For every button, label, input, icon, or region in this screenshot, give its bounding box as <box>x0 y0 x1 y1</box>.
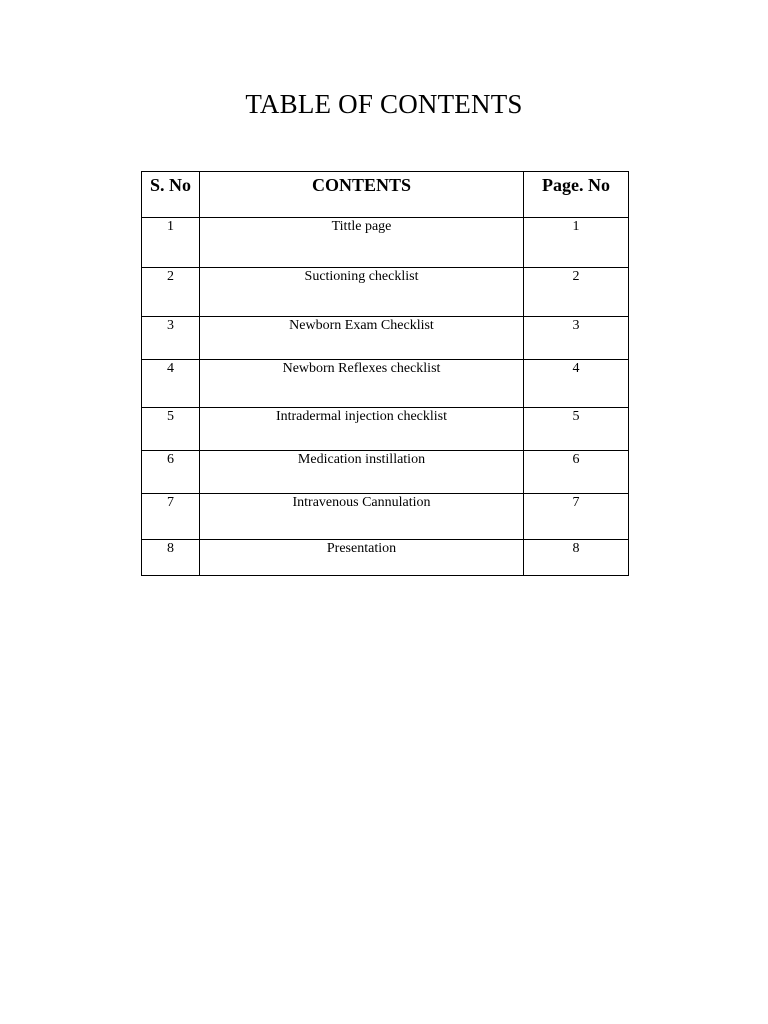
cell-page-number: 5 <box>524 408 629 451</box>
cell-page-number: 2 <box>524 268 629 317</box>
table-row <box>142 317 629 360</box>
cell-serial-number: 4 <box>142 360 200 408</box>
cell-serial-number: 5 <box>142 408 200 451</box>
table-row <box>142 540 629 576</box>
table-row <box>142 408 629 451</box>
cell-contents: Suctioning checklist <box>200 268 524 317</box>
cell-serial-number: 3 <box>142 317 200 360</box>
cell-page-number: 1 <box>524 218 629 268</box>
cell-page-number: 3 <box>524 317 629 360</box>
header-serial-number: S. No <box>142 172 200 218</box>
cell-serial-number: 7 <box>142 494 200 540</box>
cell-serial-number: 1 <box>142 218 200 268</box>
cell-contents: Intradermal injection checklist <box>200 408 524 451</box>
contents-table <box>141 171 629 576</box>
cell-contents: Tittle page <box>200 218 524 268</box>
cell-page-number: 7 <box>524 494 629 540</box>
cell-serial-number: 8 <box>142 540 200 576</box>
table-row <box>142 451 629 494</box>
table-row <box>142 360 629 408</box>
header-page-number: Page. No <box>524 172 629 218</box>
table-row <box>142 268 629 317</box>
cell-contents: Newborn Reflexes checklist <box>200 360 524 408</box>
cell-contents: Newborn Exam Checklist <box>200 317 524 360</box>
cell-contents: Presentation <box>200 540 524 576</box>
cell-contents: Intravenous Cannulation <box>200 494 524 540</box>
cell-page-number: 8 <box>524 540 629 576</box>
table-row <box>142 218 629 268</box>
cell-serial-number: 6 <box>142 451 200 494</box>
cell-serial-number: 2 <box>142 268 200 317</box>
table-row <box>142 494 629 540</box>
table-header-row <box>142 172 629 218</box>
cell-page-number: 6 <box>524 451 629 494</box>
cell-page-number: 4 <box>524 360 629 408</box>
cell-contents: Medication instillation <box>200 451 524 494</box>
page-title: TABLE OF CONTENTS <box>245 89 523 119</box>
header-contents: CONTENTS <box>200 172 524 218</box>
